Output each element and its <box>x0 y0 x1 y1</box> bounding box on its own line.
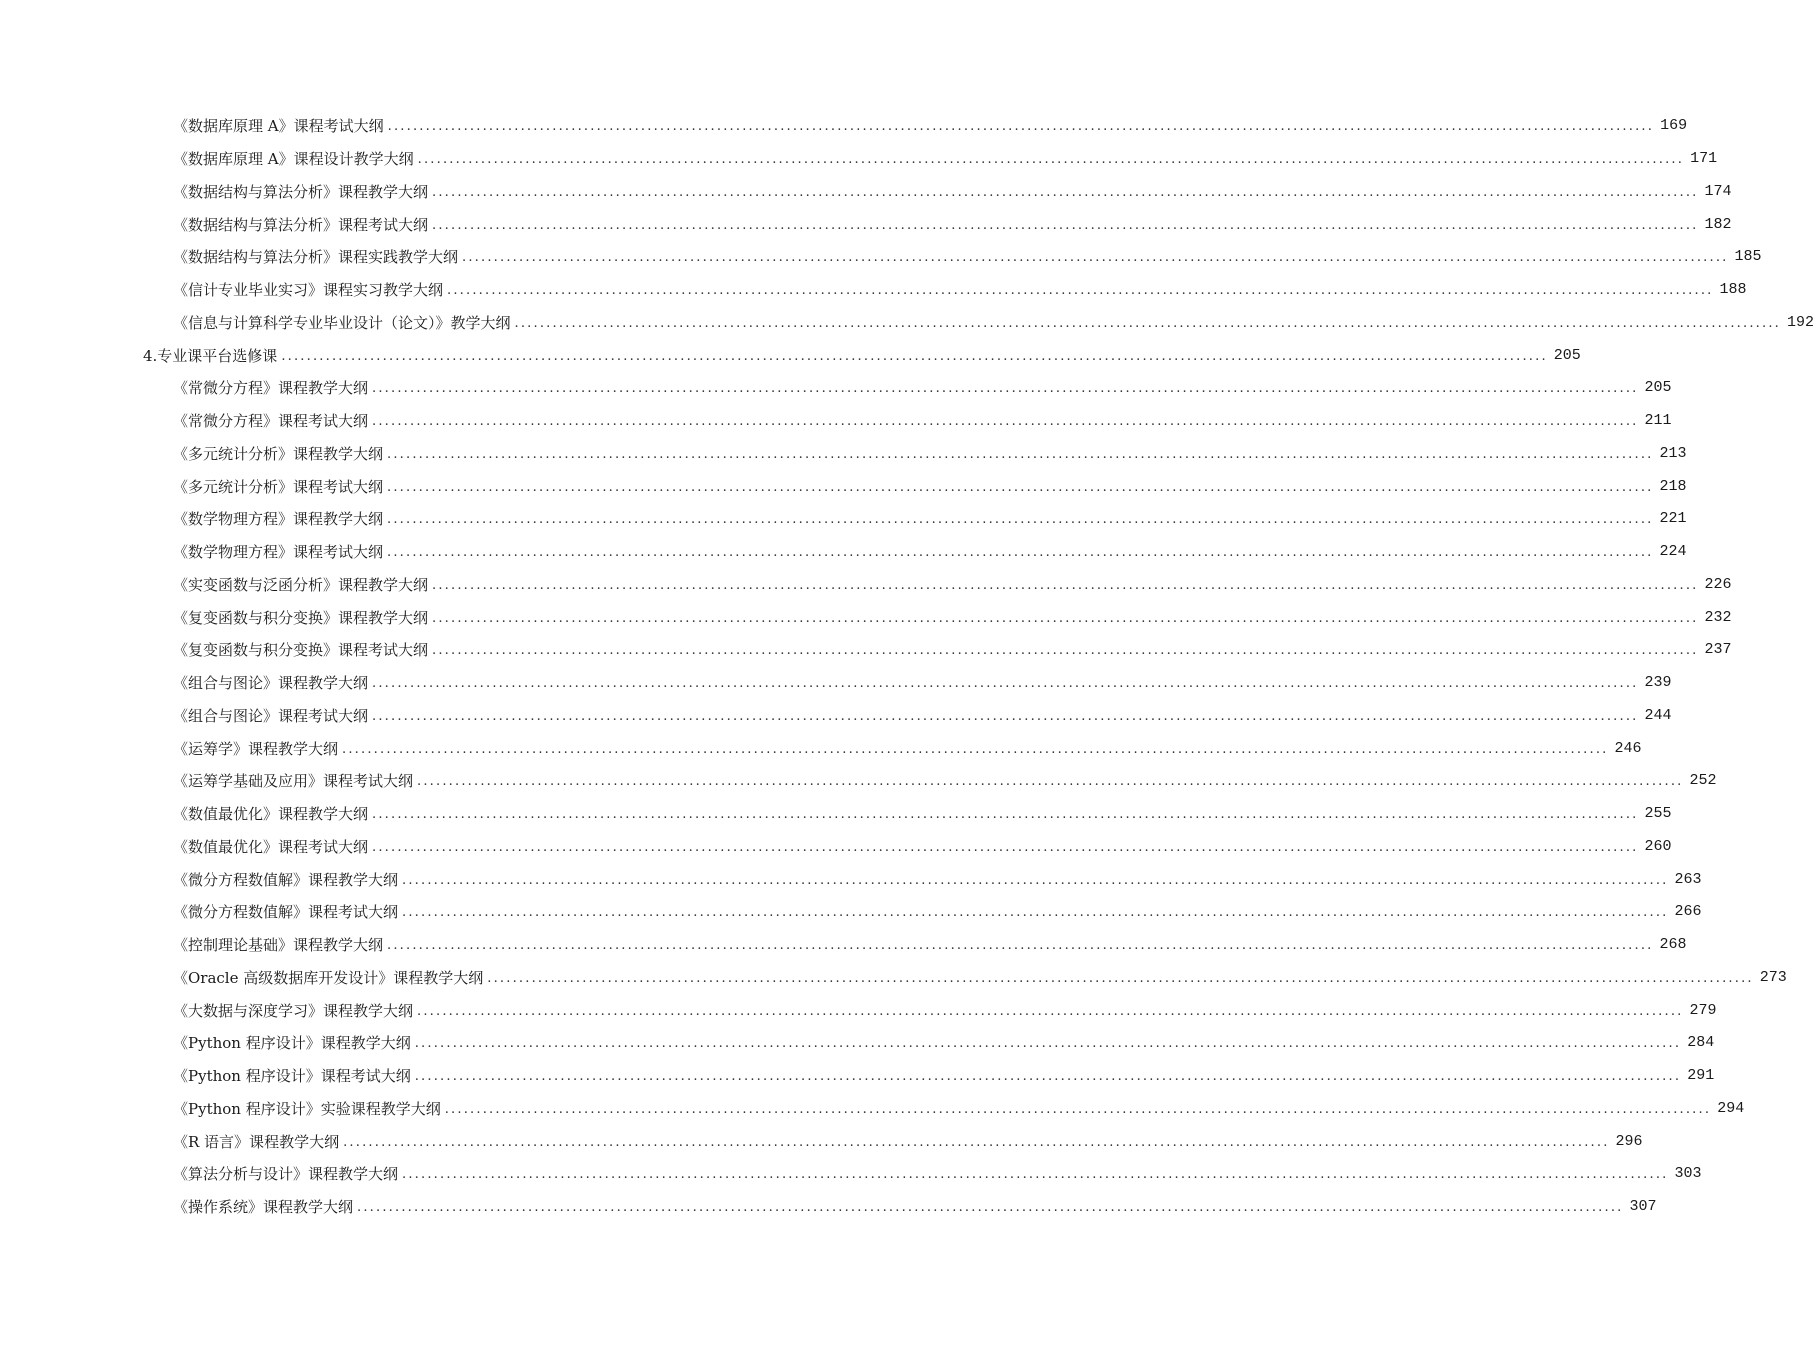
toc-entry-title: 《Python 程序设计》课程考试大纲 <box>173 1067 411 1086</box>
toc-entry[interactable] <box>0 798 1672 831</box>
toc-page-number: 171 <box>1690 150 1718 168</box>
toc-page-number: 213 <box>1659 444 1687 462</box>
toc-entry[interactable] <box>0 700 1672 733</box>
toc-page-number: 255 <box>1644 805 1672 823</box>
toc-entry[interactable] <box>0 569 1732 602</box>
toc-page-number: 273 <box>1759 968 1787 986</box>
toc-entry-title: 《数值最优化》课程考试大纲 <box>173 837 369 856</box>
toc-page-number: 232 <box>1704 608 1732 626</box>
toc-entry[interactable] <box>0 143 1718 176</box>
toc-entry[interactable] <box>0 1027 1715 1060</box>
toc-entry-title: 《微分方程数值解》课程考试大纲 <box>173 903 399 922</box>
toc-page-number: 284 <box>1687 1034 1715 1052</box>
toc-entry-title: 《多元统计分析》课程考试大纲 <box>173 477 384 496</box>
toc-entry[interactable] <box>0 831 1672 864</box>
toc-page-number: 268 <box>1659 936 1687 954</box>
toc-page-number: 205 <box>1553 346 1581 364</box>
toc-dot-leader: ........................................................................................................................................................................................................ <box>357 1200 1624 1216</box>
toc-entry-title: 《Python 程序设计》实验课程教学大纲 <box>173 1099 441 1118</box>
toc-dot-leader: ........................................................................................................................................................................................................ <box>372 381 1639 397</box>
toc-dot-leader: ........................................................................................................................................................................................................ <box>372 676 1639 692</box>
toc-page-number: 237 <box>1704 641 1732 659</box>
toc-entry-title: 《数学物理方程》课程教学大纲 <box>173 510 384 529</box>
toc-entry-title: 《运筹学基础及应用》课程考试大纲 <box>173 772 414 791</box>
toc-entry[interactable] <box>0 1158 1702 1191</box>
toc-page-number: 303 <box>1674 1165 1702 1183</box>
toc-entry-title: 《数据库原理 A》课程设计教学大纲 <box>173 150 414 169</box>
toc-entry-title: 《复变函数与积分变换》课程考试大纲 <box>173 641 429 660</box>
toc-page-number: 266 <box>1674 903 1702 921</box>
toc-entry[interactable] <box>0 208 1732 241</box>
toc-dot-leader: ........................................................................................................................................................................................................ <box>417 774 1684 790</box>
toc-page-number: 205 <box>1644 379 1672 397</box>
toc-entry[interactable] <box>0 962 1787 995</box>
toc-page-number: 174 <box>1704 182 1732 200</box>
toc-entry-title: 《组合与图论》课程考试大纲 <box>173 706 369 725</box>
toc-page-number: 246 <box>1614 739 1642 757</box>
toc-entry-title: 《常微分方程》课程考试大纲 <box>173 412 369 431</box>
toc-entry[interactable] <box>0 1125 1643 1158</box>
toc-page-number: 221 <box>1659 510 1687 528</box>
toc-entry[interactable] <box>0 176 1732 209</box>
toc-entry[interactable] <box>0 863 1702 896</box>
toc-entry-title: 《常微分方程》课程教学大纲 <box>173 379 369 398</box>
toc-dot-leader: ........................................................................................................................................................................................................ <box>402 905 1669 921</box>
toc-entry[interactable] <box>0 765 1717 798</box>
toc-dot-leader: ........................................................................................................................................................................................................ <box>387 446 1654 462</box>
toc-entry-title: 《数据结构与算法分析》课程实践教学大纲 <box>173 248 459 267</box>
toc-page-number: 226 <box>1704 575 1732 593</box>
toc-page-number: 192 <box>1786 313 1814 331</box>
toc-dot-leader: ........................................................................................................................................................................................................ <box>414 1036 1682 1052</box>
toc-entry-title: 《控制理论基础》课程教学大纲 <box>173 936 384 955</box>
toc-entry-title: 《算法分析与设计》课程教学大纲 <box>173 1165 399 1184</box>
toc-entry-title: 《操作系统》课程教学大纲 <box>173 1198 354 1217</box>
toc-page-number: 307 <box>1629 1198 1657 1216</box>
toc-dot-leader: ........................................................................................................................................................................................................ <box>487 970 1754 986</box>
toc-entry[interactable] <box>0 1093 1745 1126</box>
toc-entry[interactable] <box>0 110 1688 143</box>
toc-page-number: 185 <box>1734 248 1762 266</box>
toc-dot-leader: ........................................................................................................................................................................................................ <box>444 1101 1712 1117</box>
toc-dot-leader: ........................................................................................................................................................................................................ <box>343 1134 1610 1150</box>
toc-dot-leader: ........................................................................................................................................................................................................ <box>514 315 1781 331</box>
toc-entry[interactable] <box>0 634 1732 667</box>
toc-dot-leader: ........................................................................................................................................................................................................ <box>432 577 1699 593</box>
toc-entry[interactable] <box>0 536 1687 569</box>
toc-entry-title: 《组合与图论》课程教学大纲 <box>173 674 369 693</box>
toc-entry[interactable] <box>0 994 1717 1027</box>
toc-entry-title: 《复变函数与积分变换》课程教学大纲 <box>173 608 429 627</box>
toc-entry[interactable] <box>0 470 1687 503</box>
toc-page-number: 296 <box>1615 1132 1643 1150</box>
toc-dot-leader: ........................................................................................................................................................................................................ <box>387 938 1654 954</box>
toc-entry[interactable] <box>0 1060 1715 1093</box>
toc-dot-leader: ........................................................................................................................................................................................................ <box>387 119 1655 135</box>
toc-entry-title: 《大数据与深度学习》课程教学大纲 <box>173 1001 414 1020</box>
toc-page-number: 218 <box>1659 477 1687 495</box>
toc-dot-leader: ........................................................................................................................................................................................................ <box>432 610 1699 626</box>
toc-entry[interactable] <box>0 274 1747 307</box>
toc-dot-leader: ........................................................................................................................................................................................................ <box>414 1069 1682 1085</box>
toc-entry[interactable] <box>0 732 1642 765</box>
toc-entry[interactable] <box>0 241 1762 274</box>
toc-page-number: 252 <box>1689 772 1717 790</box>
toc-entry-title: 《数学物理方程》课程考试大纲 <box>173 543 384 562</box>
toc-entry-title: 《多元统计分析》课程教学大纲 <box>173 444 384 463</box>
toc-entry[interactable] <box>0 372 1672 405</box>
toc-entry-title: 《Python 程序设计》课程教学大纲 <box>173 1034 411 1053</box>
toc-entry-title: 《微分方程数值解》课程教学大纲 <box>173 870 399 889</box>
toc-page-number: 291 <box>1687 1067 1715 1085</box>
toc-entry[interactable] <box>0 896 1702 929</box>
toc-dot-leader: ........................................................................................................................................................................................................ <box>387 545 1654 561</box>
toc-entry-title: 《信计专业毕业实习》课程实习教学大纲 <box>173 281 444 300</box>
toc-page-number: 294 <box>1717 1099 1745 1117</box>
toc-dot-leader: ........................................................................................................................................................................................................ <box>432 217 1699 233</box>
toc-dot-leader: ........................................................................................................................................................................................................ <box>372 807 1639 823</box>
toc-page-number: 260 <box>1644 837 1672 855</box>
toc-dot-leader: ........................................................................................................................................................................................................ <box>417 1003 1684 1019</box>
toc-page-number: 244 <box>1644 706 1672 724</box>
toc-page-number: 279 <box>1689 1001 1717 1019</box>
toc-page-number: 224 <box>1659 543 1687 561</box>
toc-entry[interactable] <box>0 601 1732 634</box>
toc-page-number: 188 <box>1719 281 1747 299</box>
toc-entry[interactable] <box>0 405 1672 438</box>
toc-page-number: 239 <box>1644 674 1672 692</box>
toc-entry-title: 《Oracle 高级数据库开发设计》课程教学大纲 <box>173 968 484 987</box>
toc-entry[interactable] <box>0 307 1814 340</box>
toc-entry-title: 4.专业课平台选修课 <box>143 346 278 365</box>
toc-entry-title: 《R 语言》课程教学大纲 <box>173 1132 340 1151</box>
toc-entry-title: 《数据结构与算法分析》课程教学大纲 <box>173 182 429 201</box>
toc-page-number: 263 <box>1674 870 1702 888</box>
table-of-contents <box>0 110 1814 1224</box>
toc-dot-leader: ........................................................................................................................................................................................................ <box>342 741 1609 757</box>
toc-dot-leader: ........................................................................................................................................................................................................ <box>281 348 1548 364</box>
toc-dot-leader: ........................................................................................................................................................................................................ <box>432 643 1699 659</box>
toc-entry-title: 《数值最优化》课程教学大纲 <box>173 805 369 824</box>
toc-dot-leader: ........................................................................................................................................................................................................ <box>372 414 1639 430</box>
toc-entry[interactable] <box>0 438 1687 471</box>
toc-entry-title: 《实变函数与泛函分析》课程教学大纲 <box>173 575 429 594</box>
toc-dot-leader: ........................................................................................................................................................................................................ <box>402 1167 1669 1183</box>
toc-dot-leader: ........................................................................................................................................................................................................ <box>402 872 1669 888</box>
toc-entry[interactable] <box>0 1191 1657 1224</box>
toc-dot-leader: ........................................................................................................................................................................................................ <box>447 283 1714 299</box>
toc-dot-leader: ........................................................................................................................................................................................................ <box>372 839 1639 855</box>
toc-dot-leader: ........................................................................................................................................................................................................ <box>462 250 1729 266</box>
toc-entry[interactable] <box>0 929 1687 962</box>
toc-entry[interactable] <box>0 667 1672 700</box>
toc-entry-title: 《数据库原理 A》课程考试大纲 <box>173 117 384 136</box>
toc-dot-leader: ........................................................................................................................................................................................................ <box>372 708 1639 724</box>
toc-dot-leader: ........................................................................................................................................................................................................ <box>432 184 1699 200</box>
toc-dot-leader: ........................................................................................................................................................................................................ <box>387 512 1654 528</box>
toc-dot-leader: ........................................................................................................................................................................................................ <box>387 479 1654 495</box>
toc-dot-leader: ........................................................................................................................................................................................................ <box>417 152 1685 168</box>
toc-entry-title: 《信息与计算科学专业毕业设计（论文）》教学大纲 <box>173 313 511 332</box>
toc-page-number: 169 <box>1660 117 1688 135</box>
toc-page-number: 182 <box>1704 215 1732 233</box>
toc-entry-title: 《数据结构与算法分析》课程考试大纲 <box>173 215 429 234</box>
toc-entry[interactable] <box>0 503 1687 536</box>
toc-page-number: 211 <box>1644 412 1672 430</box>
toc-entry-title: 《运筹学》课程教学大纲 <box>173 739 339 758</box>
toc-section-heading[interactable] <box>0 339 1581 372</box>
